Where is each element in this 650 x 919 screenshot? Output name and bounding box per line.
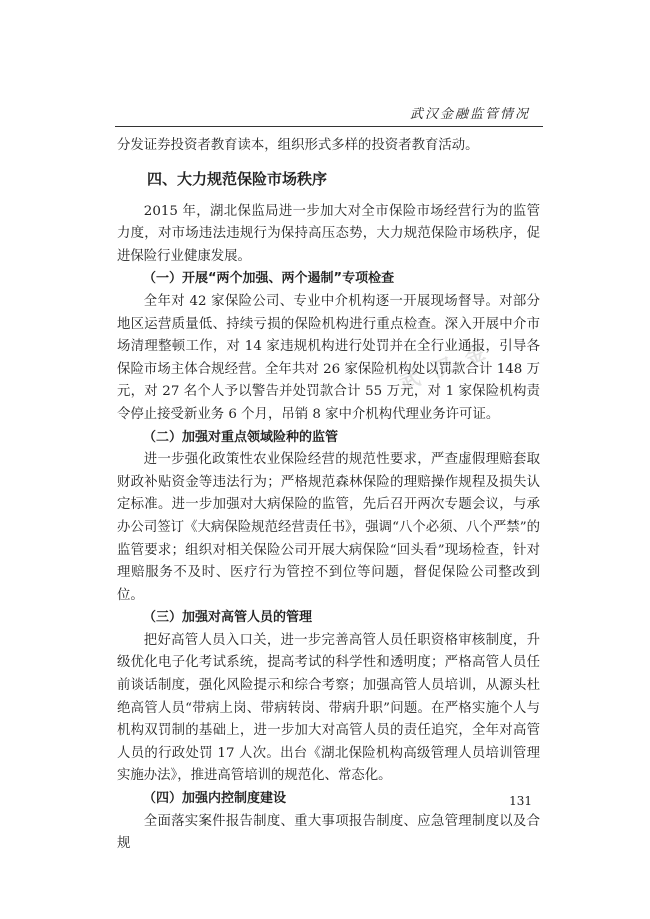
header-divider xyxy=(115,126,543,127)
section-heading: 四、大力规范保险市场秩序 xyxy=(147,169,328,188)
page-body xyxy=(117,135,540,856)
subsection-heading-1: （一）开展“两个加强、两个遏制”专项检查 xyxy=(143,271,395,287)
page-number: 131 xyxy=(509,794,532,808)
watermark-stamp: 武 汉 金 xyxy=(396,337,493,396)
subsection-heading-2: （二）加强对重点领域险种的监管 xyxy=(143,429,339,445)
body-paragraph: 把好高管人员入口关，进一步完善高管人员任职资格审核制度，升级优化电子化考试系统，提高考试的科学性和透明度；严格高管人员任前谈话制度，强化风险提示和综合考察；加强高管人员培训，从源头杜绝高管人员“带病上岗、带病转岗、带病升职”问题。在严格实施个人与机构双罚制的基础上，进一步加大对高管人员的责任追究，全年对高管人员的行政处罚 17 人次。出台《湖北保险机构高级管理人员培训管理实施办法》，推进高管培训的规范化、常态化。 xyxy=(117,632,540,784)
subsection-heading-4: （四）加强内控制度建设 xyxy=(143,791,287,807)
running-header: 武汉金融监管情况 xyxy=(409,107,530,122)
continuation-paragraph: 分发证券投资者教育读本，组织形式多样的投资者教育活动。 xyxy=(117,138,479,153)
body-paragraph: 进一步强化政策性农业保险经营的规范性要求，严查虚假理赔套取财政补贴资金等违法行为；严格规范森林保险的理赔操作规程及损失认定标准。进一步加强对大病保险的监管，先后召开两次专题会议，与承办公司签订《大病保险规范经营责任书》，强调“八个必须、八个严禁”的监管要求；组织对相关保险公司开展大病保险“回头看”现场检查，针对理赔服务不及时、医疗行为管控不到位等问题，督促保险公司整改到位。 xyxy=(117,452,540,603)
subsection-heading-3: （三）加强对高管人员的管理 xyxy=(143,610,313,626)
body-paragraph: 全年对 42 家保险公司、专业中介机构逐一开展现场督导。对部分地区运营质量低、持续亏损的保险机构进行重点检查。深入开展中介市场清理整顿工作，对 14 家违规机构进行处罚并在全行业通报，引导各保险市场主体合规经营。全年共对 26 家保险机构处以罚款合计 148 万元，对 27 名个人予以警告并处罚款合计 55 万元，对 1 家保险机构责令停止接受新业务 6 个月，吊销 8 家中介机构代理业务许可证。 xyxy=(117,293,540,422)
body-paragraph: 全面落实案件报告制度、重大事项报告制度、应急管理制度以及合规 xyxy=(117,813,540,852)
section-intro-paragraph: 2015 年，湖北保监局进一步加大对全市保险市场经营行为的监管力度，对市场违法违规行为保持高压态势，大力规范保险市场秩序，促进保险行业健康发展。 xyxy=(117,203,540,264)
